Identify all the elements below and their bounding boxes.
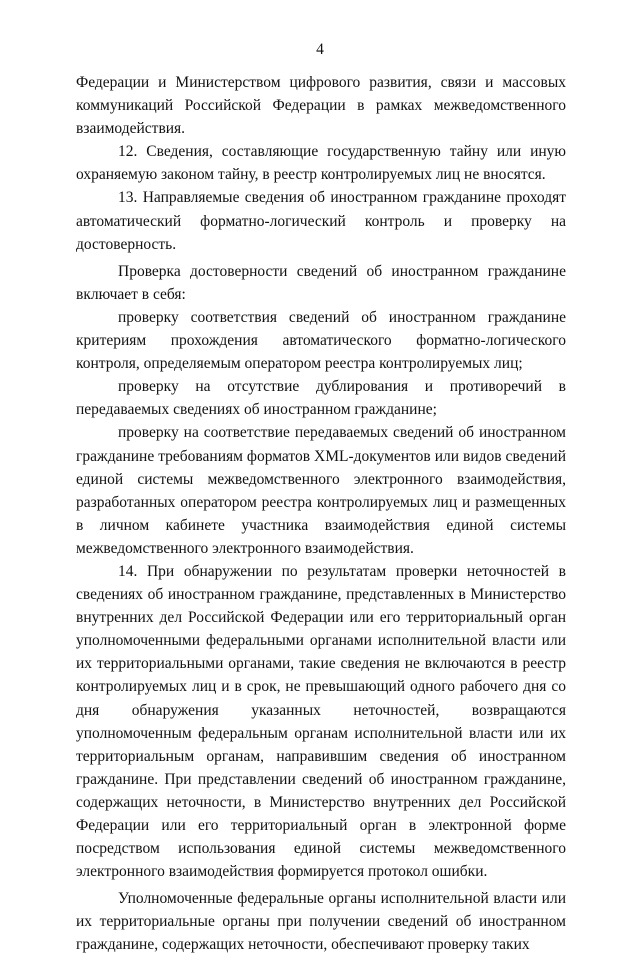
paragraph-check-xml-formats: проверку на соответствие передаваемых сведений об иностранном гражданине требованиям форматов XML-документов или видов сведений единой системы межведомственного электронного взаимодействия, разработанных оператором реестра контролируемых лиц и размещенных в личном кабинете участника взаимодействия единой системы межведомственного электронного взаимодействия. xyxy=(76,424,566,557)
paragraph-item-14: 14. При обнаружении по результатам проверки неточностей в сведениях об иностранном гражданине, представленных в Министерство внутренних дел Российской Федерации или его территориальный орган уполномоченными федеральными органами исполнительной власти или их территориальными органами, такие сведения не включаются в реестр контролируемых лиц и в срок, не превышающий одного рабочего дня со дня обнаружения указанных неточностей, возвращаются уполномоченным федеральным органам исполнительной власти или их территориальным органам, направившим сведения об иностранном гражданине. При представлении сведений об иностранном гражданине, содержащих неточности, в Министерство внутренних дел Российской Федерации или его территориальный орган в электронной форме посредством использования единой системы межведомственного электронного взаимодействия формируется протокол ошибки. xyxy=(76,562,566,881)
page-number: 4 xyxy=(316,41,324,58)
paragraph-check-criteria: проверку соответствия сведений об иностранном гражданине критериям прохождения автоматического форматно-логического контроля, определяемым оператором реестра контролируемых лиц; xyxy=(76,308,566,373)
paragraph-continuation: Федерации и Министерством цифрового развития, связи и массовых коммуникаций Российской Федерации в рамках межведомственного взаимодействия. xyxy=(76,74,566,138)
paragraph-verification-intro: Проверка достоверности сведений об иностранном гражданине включает в себя: xyxy=(76,262,566,303)
paragraph-check-duplicates: проверку на отсутствие дублирования и противоречий в передаваемых сведениях об иностранном гражданине; xyxy=(76,378,566,419)
paragraph-item-13: 13. Направляемые сведения об иностранном гражданине проходят автоматический форматно-логический контроль и проверку на достоверность. xyxy=(76,189,566,253)
document-body xyxy=(76,71,566,957)
paragraph-item-12: 12. Сведения, составляющие государственную тайну или иную охраняемую законом тайну, в реестр контролируемых лиц не вносятся. xyxy=(76,143,566,184)
paragraph-authorities-check: Уполномоченные федеральные органы исполнительной власти или их территориальные органы при получении сведений об иностранном гражданине, содержащих неточности, обеспечивают проверку таких xyxy=(76,890,566,954)
